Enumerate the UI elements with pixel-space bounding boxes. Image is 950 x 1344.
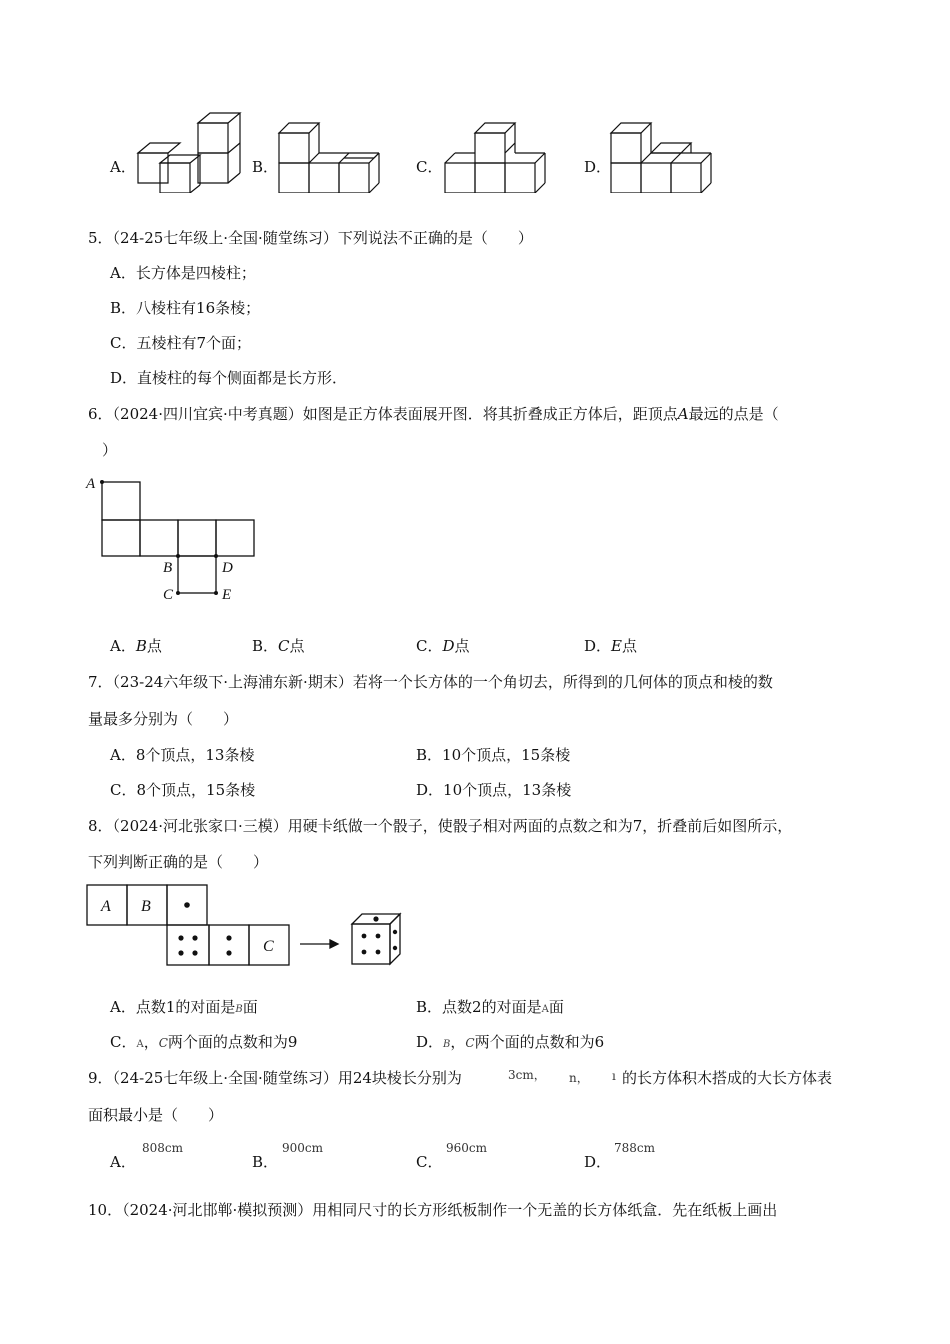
q7-stem [88, 672, 773, 692]
q4-figure-d [608, 118, 723, 193]
q6-stem-tail: 最远的点是（ [688, 405, 779, 423]
q5-option-c: C．五棱柱有7个面； [110, 334, 252, 352]
q10-number: 10． [88, 1201, 123, 1219]
q6-cube-net [84, 472, 264, 607]
q7-option-a: A．8个顶点，13条棱 [110, 746, 255, 764]
q6-point-b [176, 554, 180, 558]
q9-option-d-letter: D． [584, 1153, 612, 1171]
q8-pip [184, 902, 190, 908]
q6-label-a: A [86, 476, 96, 492]
q4-option-a-label: A． [110, 158, 136, 176]
q7-option-d: D．10个顶点，13条棱 [416, 781, 572, 799]
q8-stem [88, 816, 792, 836]
q6-stem-line2: ） [102, 441, 118, 459]
q9-option-b-value: 900cm [282, 1141, 324, 1155]
q5-option-d: D．直棱柱的每个侧面都是长方形． [110, 369, 348, 387]
q6-number: 6． [88, 405, 113, 423]
q8-stem-text: （2024·河北张家口·三模）用硬卡纸做一个骰子，使骰子相对两面的点数之和为7，折叠前后如图所示， [112, 817, 793, 835]
q6-label-b: B [163, 560, 173, 576]
q6-stem-var: A [677, 405, 689, 423]
q9-number: 9． [88, 1069, 113, 1087]
q9-dim-2: n， [569, 1071, 589, 1085]
q8-net-label-c: C [263, 938, 274, 955]
q6-option-b: B．C点 [252, 637, 305, 655]
q6-label-c: C [163, 587, 174, 603]
q6-point-a [100, 480, 104, 484]
q8-option-b: B．点数2的对面是A面 [416, 998, 564, 1016]
q6-label-e: E [222, 587, 232, 603]
q5-option-b: B．八棱柱有16条棱； [110, 299, 261, 317]
q9-option-c-letter: C． [416, 1153, 443, 1171]
q6-point-d [214, 554, 218, 558]
q10-stem [88, 1200, 777, 1220]
q10-stem-text: （2024·河北邯郸·模拟预测）用相同尺寸的长方形纸板制作一个无盖的长方体纸盒．先在纸板上画出 [122, 1201, 778, 1219]
q8-option-c: C．A，C两个面的点数和为9 [110, 1033, 298, 1051]
q6-option-a: A．B点 [110, 637, 162, 655]
q6-option-c: C．D点 [416, 637, 470, 655]
q4-figure-a [130, 108, 245, 193]
q4-option-c-label: C． [416, 158, 443, 176]
q6-stem [88, 404, 779, 424]
q4-figure-b [276, 118, 391, 193]
q6-label-d: D [222, 560, 233, 576]
q6-point-e [214, 591, 218, 595]
q9-option-b-letter: B． [252, 1153, 279, 1171]
q9-stem-tail: 的长方体积木搭成的大长方体表 [622, 1069, 833, 1087]
q5-stem-text: （24-25七年级上·全国·随堂练习）下列说法不正确的是（ ） [112, 229, 533, 247]
q5-option-a: A．长方体是四棱柱； [110, 264, 256, 282]
q8-option-d: D．B，C两个面的点数和为6 [416, 1033, 605, 1051]
q7-stem-text: （23-24六年级下·上海浦东新·期末）若将一个长方体的一个角切去，所得到的几何体的顶点和棱的数 [112, 673, 773, 691]
q7-option-b: B．10个顶点，15条棱 [416, 746, 571, 764]
q7-option-c: C．8个顶点，15条棱 [110, 781, 256, 799]
q4-figure-c [442, 118, 557, 193]
q6-option-d: D．E点 [584, 637, 637, 655]
q9-dim-3: ı [612, 1069, 616, 1083]
q8-dice-figure [84, 882, 414, 972]
q7-stem-line2: 量最多分别为（ ） [88, 710, 239, 728]
q5-number: 5． [88, 229, 113, 247]
q6-stem-text: （2024·四川宜宾·中考真题）如图是正方体表面展开图．将其折叠成正方体后，距顶点 [112, 405, 678, 423]
q7-number: 7． [88, 673, 113, 691]
q9-stem-line2: 面积最小是（ ） [88, 1106, 224, 1124]
q4-option-d-label: D． [584, 158, 612, 176]
q8-stem-line2: 下列判断正确的是（ ） [88, 853, 269, 871]
q9-option-c-value: 960cm [446, 1141, 488, 1155]
q9-option-a-value: 808cm [142, 1141, 184, 1155]
q8-option-a: A．点数1的对面是B面 [110, 998, 258, 1016]
q5-stem [88, 228, 533, 248]
q9-option-a-letter: A． [110, 1153, 136, 1171]
q8-net-label-a: A [101, 898, 111, 915]
q9-dim-1: 3cm， [508, 1068, 546, 1082]
q6-point-c [176, 591, 180, 595]
q9-stem-text: （24-25七年级上·全国·随堂练习）用24块棱长分别为 [112, 1069, 462, 1087]
q9-stem [88, 1068, 462, 1088]
q8-number: 8． [88, 817, 113, 835]
q4-option-b-label: B． [252, 158, 279, 176]
q8-net-label-b: B [141, 898, 151, 915]
q9-option-d-value: 788cm [614, 1141, 656, 1155]
